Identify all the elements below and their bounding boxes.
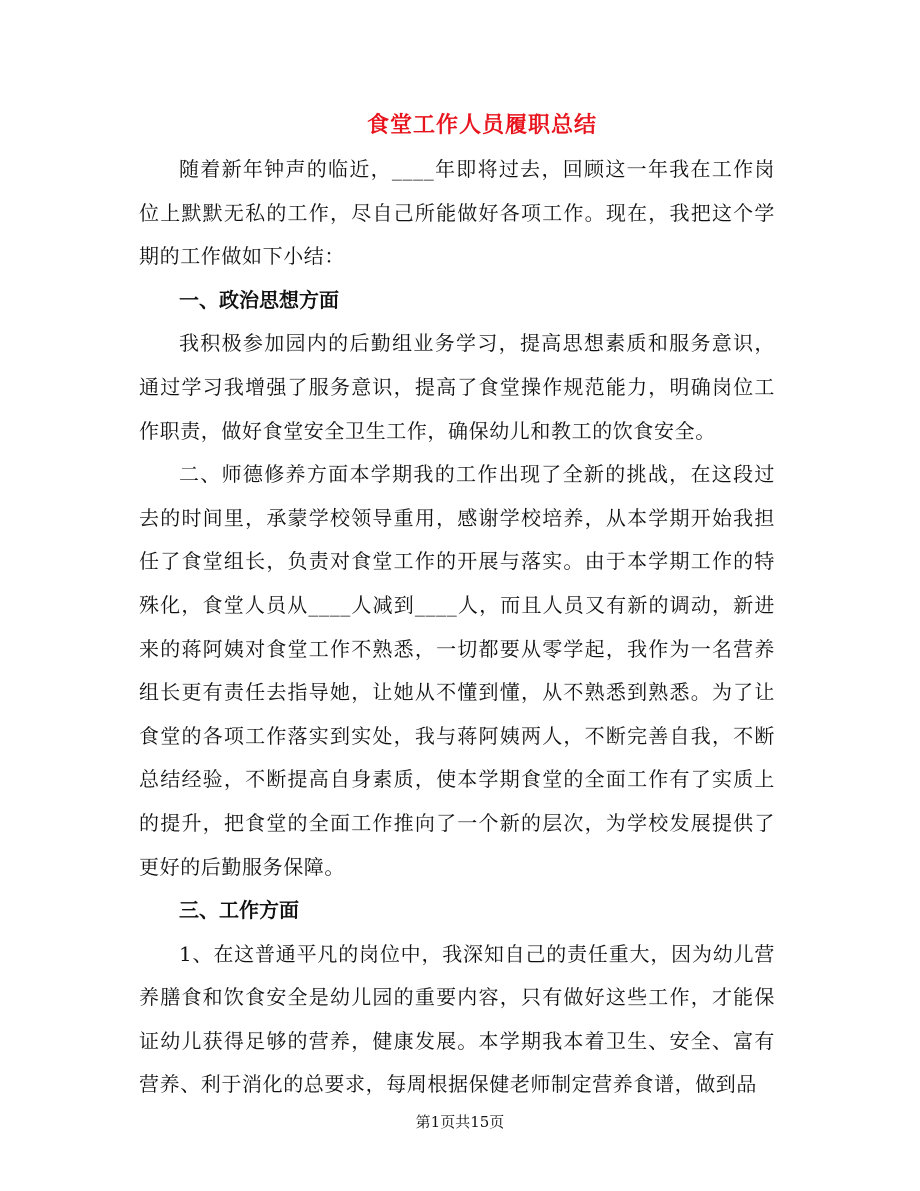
section-heading-work: 三、工作方面 [179, 898, 299, 923]
page-number: 第1页共15页 [415, 1113, 505, 1131]
work-paragraph-1: 1、在这普通平凡的岗位中，我深知自己的责任重大，因为幼儿营养膳食和饮食安全是幼儿园的重要内容，只有做好这些工作，才能保证幼儿获得足够的营养，健康发展。本学期我本着卫生、安全、富有营养、利于消化的总要求，每周根据保健老师制定营养食谱，做到品 [139, 941, 775, 1097]
document-body [139, 148, 775, 1107]
document-title: 食堂工作人员履职总结 [366, 113, 597, 138]
politics-paragraph: 我积极参加园内的后勤组业务学习，提高思想素质和服务意识，通过学习我增强了服务意识，提高了食堂操作规范能力，明确岗位工作职责，做好食堂安全卫生工作，确保幼儿和教工的饮食安全。 [139, 331, 775, 443]
section-heading-politics: 一、政治思想方面 [179, 287, 339, 312]
ethics-paragraph: 二、师德修养方面本学期我的工作出现了全新的挑战，在这段过去的时间里，承蒙学校领导重用，感谢学校培养，从本学期开始我担任了食堂组长，负责对食堂工作的开展与落实。由于本学期工作的特殊化，食堂人员从____人减到____人，而且人员又有新的调动，新进来的蒋阿姨对食堂工作不熟悉，一切都要从零学起，我作为一名营养组长更有责任去指导她，让她从不懂到懂，从不熟悉到熟悉。为了让食堂的各项工作落实到实处，我与蒋阿姨两人，不断完善自我，不断总结经验，不断提高自身素质，使本学期食堂的全面工作有了实质上的提升，把食堂的全面工作推向了一个新的层次，为学校发展提供了更好的后勤服务保障。 [139, 462, 775, 879]
intro-paragraph: 随着新年钟声的临近，____年即将过去，回顾这一年我在工作岗位上默默无私的工作，尽自己所能做好各项工作。现在，我把这个学期的工作做如下小结： [139, 157, 775, 269]
